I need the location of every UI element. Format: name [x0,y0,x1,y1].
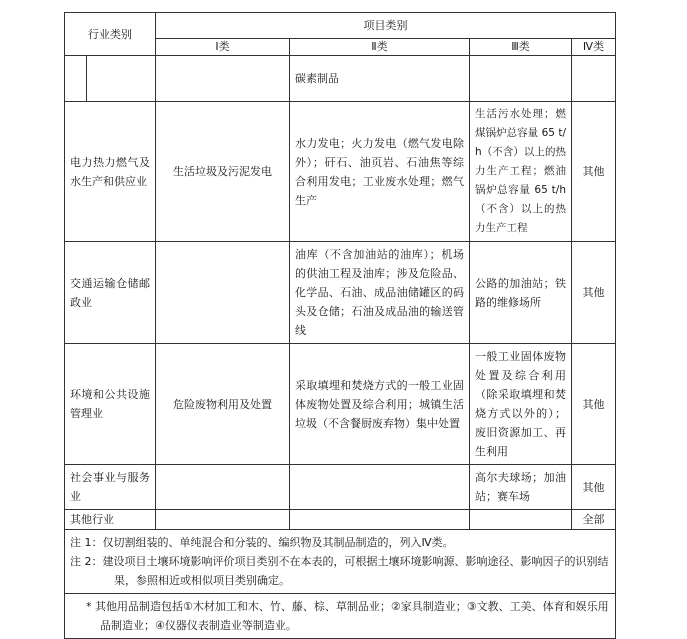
row0-col-IV [572,56,616,102]
header-col-II: Ⅱ类 [290,39,470,56]
footnote-text: * 其他用品制造包括①木材加工和木、竹、藤、棕、草制品业；②家具制造业；③文教、工美、体育和娱乐用品制造业；④仪器仪表制造业等制造业。 [86,600,609,632]
row4-col-I [156,465,290,510]
project-category-table [64,12,616,639]
row0-industry-left [65,56,87,102]
header-industry: 行业类别 [65,13,156,56]
row1-col-III: 生活污水处理；燃煤锅炉总容量 65 t/h（不含）以上的热力生产工程；燃油锅炉总容量 65 t/h（不含）以上的热力生产工程 [470,102,572,242]
row1-col-IV: 其他 [572,102,616,242]
row2-col-II: 油库（不含加油站的油库）；机场的供油工程及油库；涉及危险品、化学品、石油、成品油储罐区的码头及仓储；石油及成品油的输送管线 [290,242,470,344]
row5-industry: 其他行业 [65,510,156,530]
row4-col-IV: 其他 [572,465,616,510]
row3-industry: 环境和公共设施管理业 [65,344,156,465]
row2-industry: 交通运输仓储邮政业 [65,242,156,344]
table-row [65,344,616,465]
notes-cell [65,530,616,594]
notes-row [65,530,616,594]
table-row [65,102,616,242]
row1-col-I: 生活垃圾及污泥发电 [156,102,290,242]
row5-col-IV: 全部 [572,510,616,530]
row1-industry: 电力热力燃气及水生产和供应业 [65,102,156,242]
row2-col-III: 公路的加油站；铁路的维修场所 [470,242,572,344]
row4-col-II [290,465,470,510]
row2-col-I [156,242,290,344]
header-col-IV: Ⅳ类 [572,39,616,56]
row0-col-II: 碳素制品 [290,56,470,102]
header-col-I: Ⅰ类 [156,39,290,56]
row3-col-I: 危险废物利用及处置 [156,344,290,465]
row5-col-II [290,510,470,530]
header-project-category: 项目类别 [156,13,616,39]
table-row [65,510,616,530]
table-row [65,242,616,344]
row3-col-III: 一般工业固体废物处置及综合利用（除采取填埋和焚烧方式以外的）；废旧资源加工、再生利用 [470,344,572,465]
row0-col-I [156,56,290,102]
row4-industry: 社会事业与服务业 [65,465,156,510]
row2-col-IV: 其他 [572,242,616,344]
row5-col-I [156,510,290,530]
row1-col-II: 水力发电；火力发电（燃气发电除外）；矸石、油页岩、石油焦等综合利用发电；工业废水处理；燃气生产 [290,102,470,242]
row4-col-III: 高尔夫球场；加油站；赛车场 [470,465,572,510]
table-row [65,465,616,510]
footnote-row [65,594,616,639]
row5-col-III [470,510,572,530]
table-row [65,56,616,102]
footnote-cell [65,594,616,639]
row0-industry [87,56,156,102]
header-col-III: Ⅲ类 [470,39,572,56]
note-1: 注 1：仅切割组装的、单纯混合和分装的、编织物及其制品制造的，列入Ⅳ类。 [70,536,454,549]
row3-col-II: 采取填埋和焚烧方式的一般工业固体废物处置及综合利用；城镇生活垃圾（不含餐厨废弃物）集中处置 [290,344,470,465]
note-2: 注 2：建设项目土壤环境影响评价项目类别不在本表的，可根据土壤环境影响源、影响途径、影响因子的识别结果，参照相近或相似项目类别确定。 [70,555,609,587]
row3-col-IV: 其他 [572,344,616,465]
row0-col-III [470,56,572,102]
